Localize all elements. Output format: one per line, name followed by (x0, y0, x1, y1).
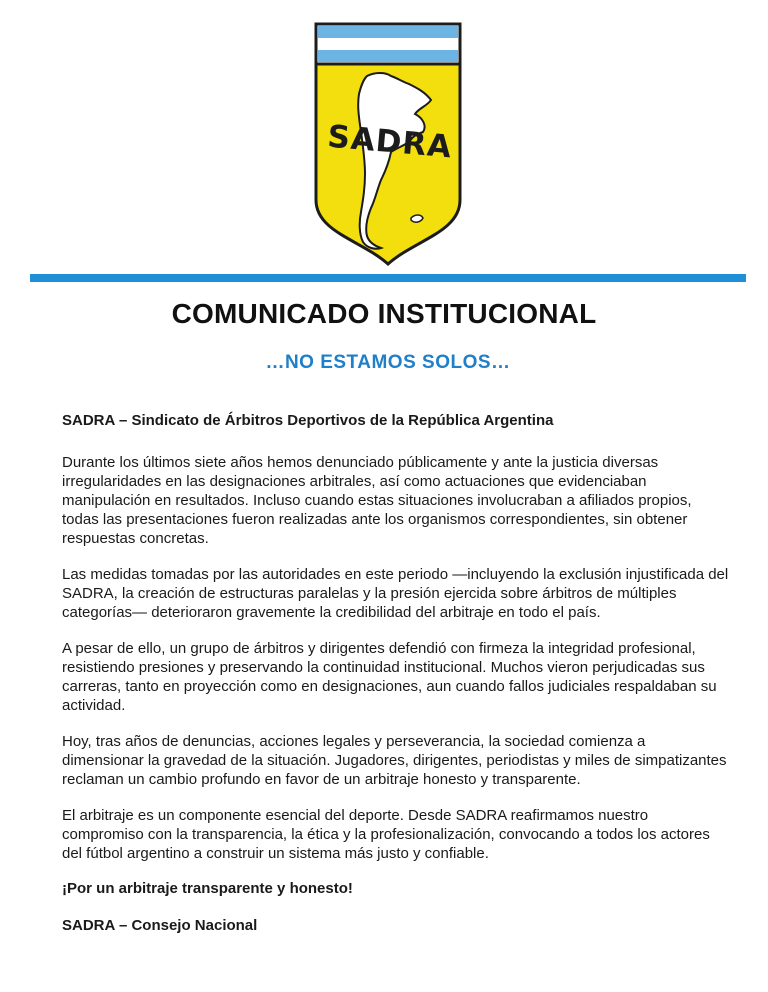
paragraph-3: A pesar de ello, un grupo de árbitros y dirigentes defendió con firmeza la integridad profesional, resistiendo presiones y preservando la continuidad institucional. Muchos vieron perjudicadas sus carreras, tanto en proyección como en designaciones, aun cuando fallos judiciales respaldaban su actividad. (62, 640, 717, 714)
flag-band (316, 24, 460, 64)
paragraph-2: Las medidas tomadas por las autoridades en este periodo —incluyendo la exclusión injustificada del SADRA, la creación de estructuras paralelas y la presión ejercida sobre árbitros de múltiples categorías— deterioraron gravemente la credibilidad del arbitraje en todo el país. (62, 566, 729, 621)
closing-slogan: ¡Por un arbitraje transparente y honesto! (62, 880, 353, 897)
paragraph-1: Durante los últimos siete años hemos denunciado públicamente y ante la justicia diversas irregularidades en las designaciones arbitrales, así como actuaciones que evidenciaban manipulación en resultados. Incluso cuando estas situaciones involucraban a afiliados propios, todas las presentaciones fueron realizadas ante los organismos correspondientes, sin obtener respuestas concretas. (62, 454, 692, 547)
document-subtitle: …NO ESTAMOS SOLOS… (265, 352, 511, 373)
organization-line: SADRA – Sindicato de Árbitros Deportivos de la República Argentina (62, 412, 554, 429)
paragraph-4: Hoy, tras años de denuncias, acciones legales y perseverancia, la sociedad comienza a dimensionar la gravedad de la situación. Jugadores, dirigentes, periodistas y miles de simpatizantes reclaman un cambio profundo en favor de un arbitraje honesto y transparente. (62, 733, 727, 788)
header-divider (30, 274, 746, 282)
document-body (62, 412, 730, 934)
malvinas-icon (411, 215, 423, 222)
sadra-logo (305, 22, 471, 266)
document-title: COMUNICADO INSTITUCIONAL (171, 298, 597, 329)
signature: SADRA – Consejo Nacional (62, 917, 258, 934)
logo-text: SADRA (326, 118, 454, 166)
paragraph-5: El arbitraje es un componente esencial del deporte. Desde SADRA reafirmamos nuestro compromiso con la transparencia, la ética y la profesionalización, convocando a todos los actores del fútbol argentino a construir un sistema más justo y confiable. (62, 807, 710, 862)
